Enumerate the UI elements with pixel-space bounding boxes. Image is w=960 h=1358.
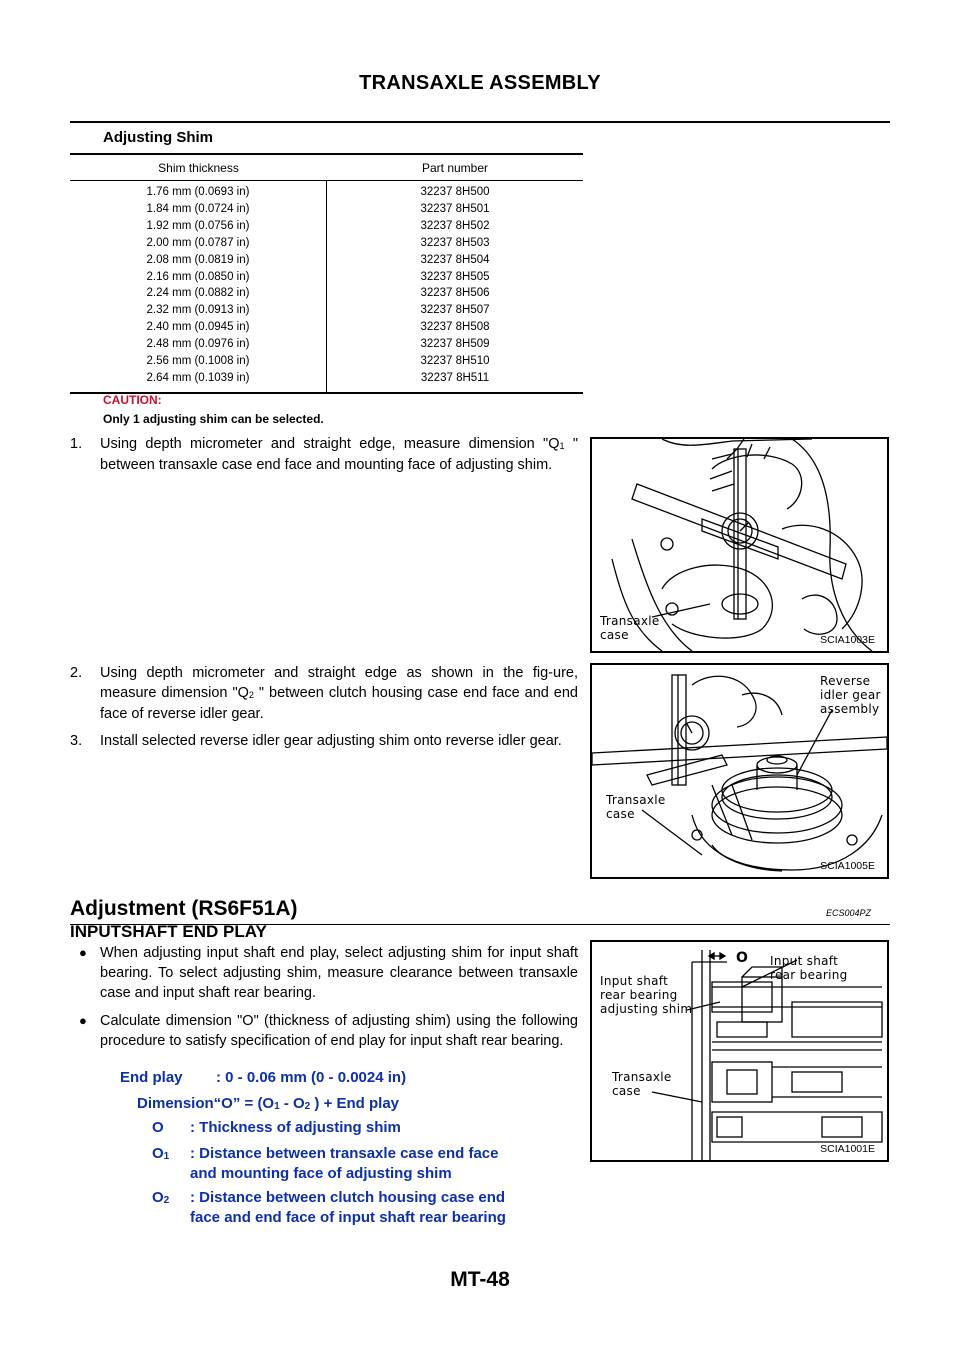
section-title: Adjustment (RS6F51A) bbox=[70, 897, 298, 920]
step-text: Using depth micrometer and straight edge as shown in the fig-ure, measure dimension "Q bbox=[100, 665, 578, 701]
table-cell: 2.48 mm (0.0976 in) bbox=[146, 338, 250, 351]
table-cell: 1.76 mm (0.0693 in) bbox=[146, 186, 250, 198]
figure-reverse-idler-gear bbox=[590, 663, 889, 879]
o1-label: $O_1$ bbox=[152, 1145, 170, 1162]
step-1 bbox=[70, 434, 578, 475]
table-cell: 2.08 mm (0.0819 in) bbox=[146, 253, 250, 266]
o1-description: : Distance between transaxle case end face and mounting face of adjusting shim bbox=[190, 1145, 499, 1182]
table-cell: 2.64 mm (0.1039 in) bbox=[146, 371, 250, 384]
table-cell: 1.92 mm (0.0756 in) bbox=[146, 219, 250, 232]
part-number-column bbox=[327, 181, 583, 392]
step-3 bbox=[70, 731, 578, 751]
caution-text: Only 1 adjusting shim can be selected. bbox=[103, 412, 324, 426]
table-cell: 32237 8H504 bbox=[420, 253, 490, 266]
table-cell: 32237 8H507 bbox=[420, 304, 490, 317]
subscript: 2 bbox=[248, 690, 254, 700]
bullet-icon: ● bbox=[79, 945, 87, 960]
step-text: " between clutch housing case end face and end face of reverse idler gear. bbox=[100, 685, 578, 722]
figure-label: Transaxle case bbox=[600, 614, 660, 642]
figure-input-shaft-bearing bbox=[590, 940, 889, 1162]
figure-code: SCIA1003E bbox=[820, 634, 875, 646]
subscript: 1 bbox=[559, 441, 565, 451]
step-text: Using depth micrometer and straight edge, measure dimension "Q bbox=[100, 436, 560, 452]
formula: Dimension“O” = ($O_1 - O_2$ ) + End play bbox=[137, 1095, 400, 1112]
adjusting-shim-heading: Adjusting Shim bbox=[103, 129, 213, 146]
page-number: MT-48 bbox=[450, 1268, 510, 1291]
bullet-icon: ● bbox=[79, 1013, 87, 1028]
figure-label: Transaxle case bbox=[606, 793, 666, 821]
section-code: ECS004PZ bbox=[826, 908, 872, 918]
o2-description: : Distance between clutch housing case end face and end face of input shaft rear bearing bbox=[190, 1189, 506, 1226]
table-cell: 32237 8H508 bbox=[420, 321, 490, 334]
table-cell: 32237 8H501 bbox=[420, 202, 490, 215]
table-cell: 2.56 mm (0.1008 in) bbox=[146, 355, 250, 368]
table-cell: 32237 8H503 bbox=[420, 236, 490, 249]
bullet-item bbox=[79, 1011, 578, 1051]
caution-label: CAUTION: bbox=[103, 393, 162, 407]
step-number: 2. bbox=[70, 665, 83, 681]
table-cell: 32237 8H505 bbox=[420, 270, 490, 283]
table-cell: 32237 8H502 bbox=[420, 219, 490, 232]
figure-code: SCIA1005E bbox=[820, 860, 875, 872]
column-header-part-number: Part number bbox=[421, 160, 489, 175]
figure-label: O bbox=[736, 950, 749, 966]
step-text: Install selected reverse idler gear adjusting shim onto reverse idler gear. bbox=[100, 733, 562, 749]
end-play-spec bbox=[120, 1068, 183, 1088]
o-description: : Thickness of adjusting shim bbox=[190, 1119, 401, 1136]
step-text: " between transaxle case end face and mounting face of adjusting shim. bbox=[100, 436, 578, 473]
table-cell: 1.84 mm (0.0724 in) bbox=[146, 202, 250, 215]
table-cell: 2.32 mm (0.0913 in) bbox=[146, 304, 250, 317]
table-cell: 2.00 mm (0.0787 in) bbox=[146, 236, 250, 249]
thickness-column bbox=[70, 181, 327, 392]
table-cell: 2.16 mm (0.0850 in) bbox=[146, 270, 250, 283]
bullet-item bbox=[79, 943, 578, 1003]
spec-label: End play bbox=[120, 1069, 183, 1086]
shim-table bbox=[70, 153, 583, 394]
end-play-value: : 0 - 0.06 mm (0 - 0.0024 in) bbox=[216, 1069, 407, 1086]
column-header-thickness: Shim thickness bbox=[158, 160, 239, 175]
figure-label: Transaxle case bbox=[612, 1070, 672, 1098]
figure-depth-micrometer-transaxle-case bbox=[590, 437, 889, 653]
subsection-title: INPUTSHAFT END PLAY bbox=[70, 922, 267, 941]
bullet-text: Calculate dimension "O" (thickness of adjusting shim) using the following procedure to satisfy specification of end play for input shaft rear bearing. bbox=[100, 1013, 578, 1049]
title-rule bbox=[70, 121, 890, 123]
step-number: 1. bbox=[70, 436, 83, 452]
figure-label: Input shaft rear bearing adjusting shim bbox=[600, 974, 693, 1016]
table-cell: 32237 8H510 bbox=[420, 355, 490, 368]
figure-label: Reverse idler gear assembly bbox=[820, 674, 881, 716]
figure-code: SCIA1001E bbox=[820, 1143, 875, 1155]
step-2 bbox=[70, 663, 578, 724]
table-cell: 32237 8H506 bbox=[420, 287, 490, 300]
table-cell: 32237 8H511 bbox=[420, 371, 490, 384]
figure-label: Input shaft rear bearing bbox=[770, 954, 848, 982]
shim-table-header bbox=[70, 155, 583, 181]
bullet-text: When adjusting input shaft end play, select adjusting shim for input shaft bearing. To select adjusting shim, measure clearance between transaxle case and input shaft rear bearing. bbox=[100, 945, 578, 1001]
o-label: O bbox=[152, 1119, 164, 1136]
page-title: TRANSAXLE ASSEMBLY bbox=[359, 72, 601, 94]
table-cell: 2.24 mm (0.0882 in) bbox=[146, 287, 250, 300]
table-cell: 2.40 mm (0.0945 in) bbox=[146, 321, 250, 334]
step-number: 3. bbox=[70, 733, 83, 749]
o2-label: $O_2$ bbox=[152, 1189, 170, 1206]
table-cell: 32237 8H500 bbox=[420, 186, 490, 198]
table-cell: 32237 8H509 bbox=[420, 338, 490, 351]
